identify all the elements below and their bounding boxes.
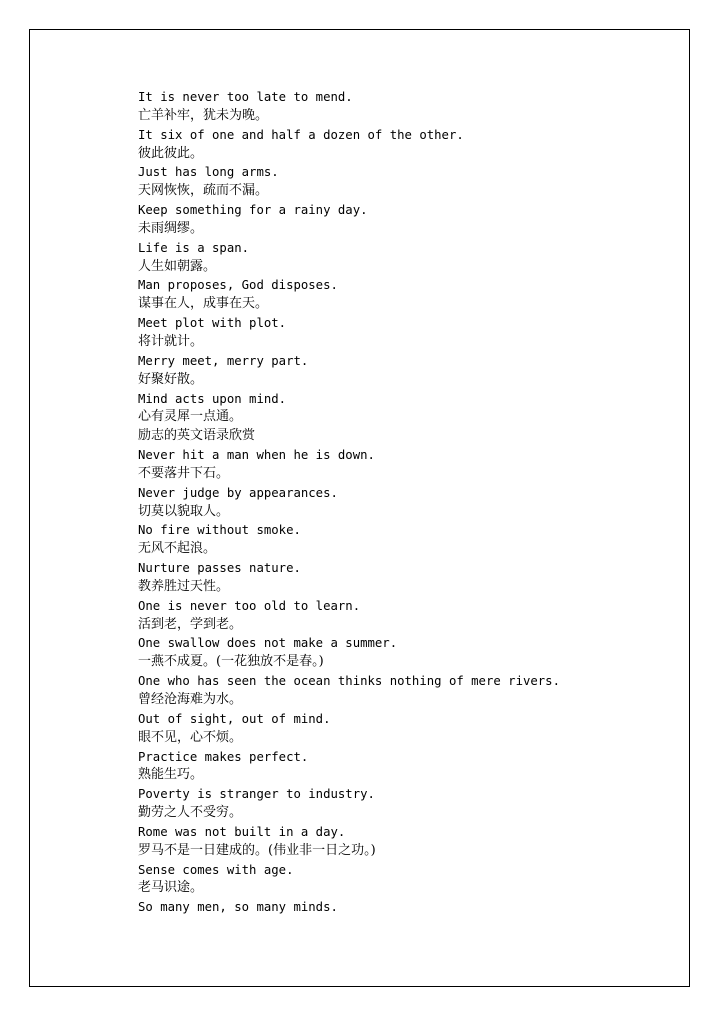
chinese-translation-line: 老马识途。 <box>138 880 204 896</box>
english-proverb-line: Out of sight, out of mind. <box>138 711 331 726</box>
english-proverb-line: Rome was not built in a day. <box>138 824 346 839</box>
english-proverb-line: Merry meet, merry part. <box>138 353 309 368</box>
chinese-translation-line: 曾经沧海难为水。 <box>138 692 243 707</box>
chinese-translation-line: 罗马不是一日建成的。(伟业非一日之功。) <box>138 842 376 858</box>
chinese-translation-line: 彼此彼此。 <box>138 145 204 161</box>
english-proverb-line: It six of one and half a dozen of the other. <box>138 127 464 142</box>
english-proverb-line: So many men, so many minds. <box>138 900 338 915</box>
english-proverb-line: Poverty is stranger to industry. <box>138 787 375 802</box>
chinese-translation-line: 活到老，学到老。 <box>138 616 243 632</box>
chinese-translation-line: 勤劳之人不受穷。 <box>138 805 243 821</box>
chinese-translation-line: 心有灵犀一点通。 <box>138 409 243 425</box>
english-proverb-line: Sense comes with age. <box>138 862 294 877</box>
chinese-translation-line: 将计就计。 <box>138 333 204 349</box>
chinese-translation-line: 天网恢恢，疏而不漏。 <box>138 183 269 199</box>
english-proverb-line: Practice makes perfect. <box>138 749 309 764</box>
chinese-translation-line: 好聚好散。 <box>138 371 204 387</box>
english-proverb-line: It is never too late to mend. <box>138 90 353 104</box>
chinese-translation-line: 亡羊补牢，犹未为晚。 <box>138 107 269 123</box>
english-proverb-line: Never hit a man when he is down. <box>138 448 375 463</box>
chinese-translation-line: 眼不见，心不烦。 <box>138 729 243 745</box>
document-body <box>138 88 658 917</box>
chinese-translation-line: 无风不起浪。 <box>138 541 217 557</box>
english-proverb-line: No fire without smoke. <box>138 523 301 538</box>
chinese-translation-line: 谋事在人，成事在天。 <box>138 296 269 312</box>
english-proverb-line: Meet plot with plot. <box>138 316 287 331</box>
english-proverb-line: Nurture passes nature. <box>138 561 301 576</box>
english-proverb-line: Mind acts upon mind. <box>138 391 287 406</box>
english-proverb-line: One who has seen the ocean thinks nothing of mere rivers. <box>138 674 560 689</box>
chinese-translation-line: 熟能生巧。 <box>138 767 204 783</box>
english-proverb-line: One is never too old to learn. <box>138 598 361 613</box>
english-proverb-line: Keep something for a rainy day. <box>138 203 368 218</box>
chinese-translation-line: 励志的英文语录欣赏 <box>138 428 256 444</box>
english-proverb-line: Man proposes, God disposes. <box>138 278 338 293</box>
chinese-translation-line: 教养胜过天性。 <box>138 578 230 594</box>
english-proverb-line: One swallow does not make a summer. <box>138 636 398 651</box>
english-proverb-line: Just has long arms. <box>138 165 279 180</box>
chinese-translation-line: 切莫以貌取人。 <box>138 503 230 519</box>
chinese-translation-line: 人生如朝露。 <box>138 258 217 274</box>
english-proverb-line: Never judge by appearances. <box>138 485 338 500</box>
chinese-translation-line: 未雨绸缪。 <box>138 220 204 236</box>
english-proverb-line: Life is a span. <box>138 240 250 255</box>
chinese-translation-line: 一燕不成夏。(一花独放不是春。) <box>138 654 324 670</box>
chinese-translation-line: 不要落井下石。 <box>138 465 230 481</box>
